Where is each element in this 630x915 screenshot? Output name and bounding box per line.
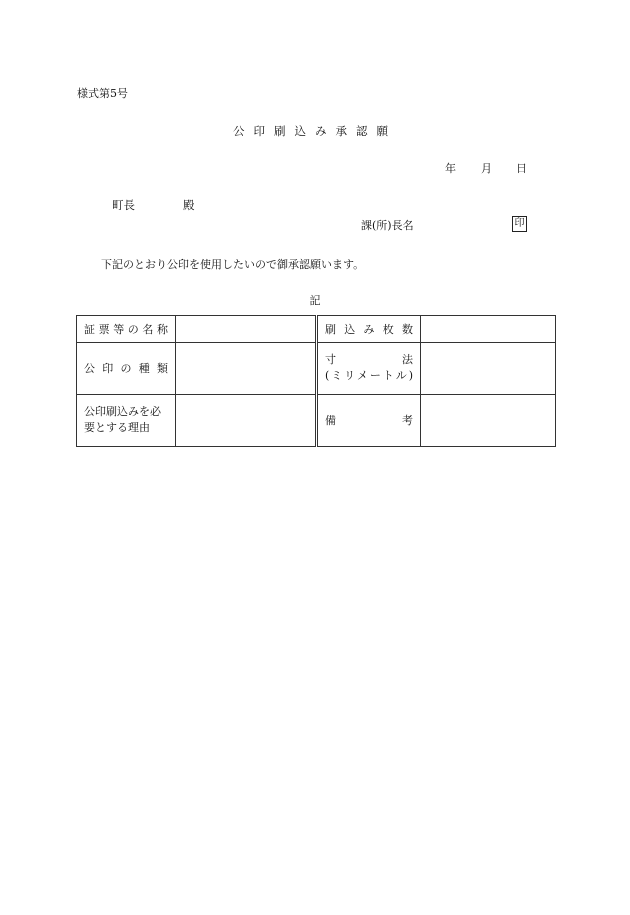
dimension-value-cell[interactable] [421,342,556,394]
seal-mark: 印 [512,216,527,232]
dimension-label: 寸法 [325,353,413,367]
dimension-label-cell [317,342,421,394]
print-count-label: 刷込み枚数 [325,322,413,336]
reason-label-cell [77,394,176,446]
date-year-label: 年 [445,162,456,175]
form-number: 様式第5号 [77,87,128,100]
remarks-label: 備考 [325,414,413,428]
certificate-name-value-cell[interactable] [176,316,317,343]
table-row [77,342,556,394]
print-count-value-cell[interactable] [421,316,556,343]
honorific: 殿 [183,198,195,212]
reason-value-cell[interactable] [176,394,317,446]
document-title: 公印刷込み承認願 [233,124,397,138]
table-row [77,394,556,446]
table-row [77,316,556,343]
applicant-name-label: 課(所)長名 [361,219,414,232]
remarks-value-cell[interactable] [421,394,556,446]
certificate-name-label: 証票等の名称 [84,322,168,336]
date-day-label: 日 [516,162,527,175]
certificate-name-label-cell [77,316,176,343]
request-statement: 下記のとおり公印を使用したいので御承認願います。 [101,258,365,271]
seal-type-label-cell [77,342,176,394]
remarks-label-cell [317,394,421,446]
dimension-unit-label: (ミリメートル) [325,369,413,383]
reason-label-line2: 要とする理由 [84,421,150,435]
addressee: 町長 [112,198,135,212]
seal-type-label: 公印の種類 [84,362,168,376]
date-month-label: 月 [481,162,492,175]
ki-heading: 記 [309,294,321,307]
reason-label-line1: 公印刷込みを必 [84,405,161,419]
application-table [76,315,556,447]
seal-type-value-cell[interactable] [176,342,317,394]
print-count-label-cell [317,316,421,343]
